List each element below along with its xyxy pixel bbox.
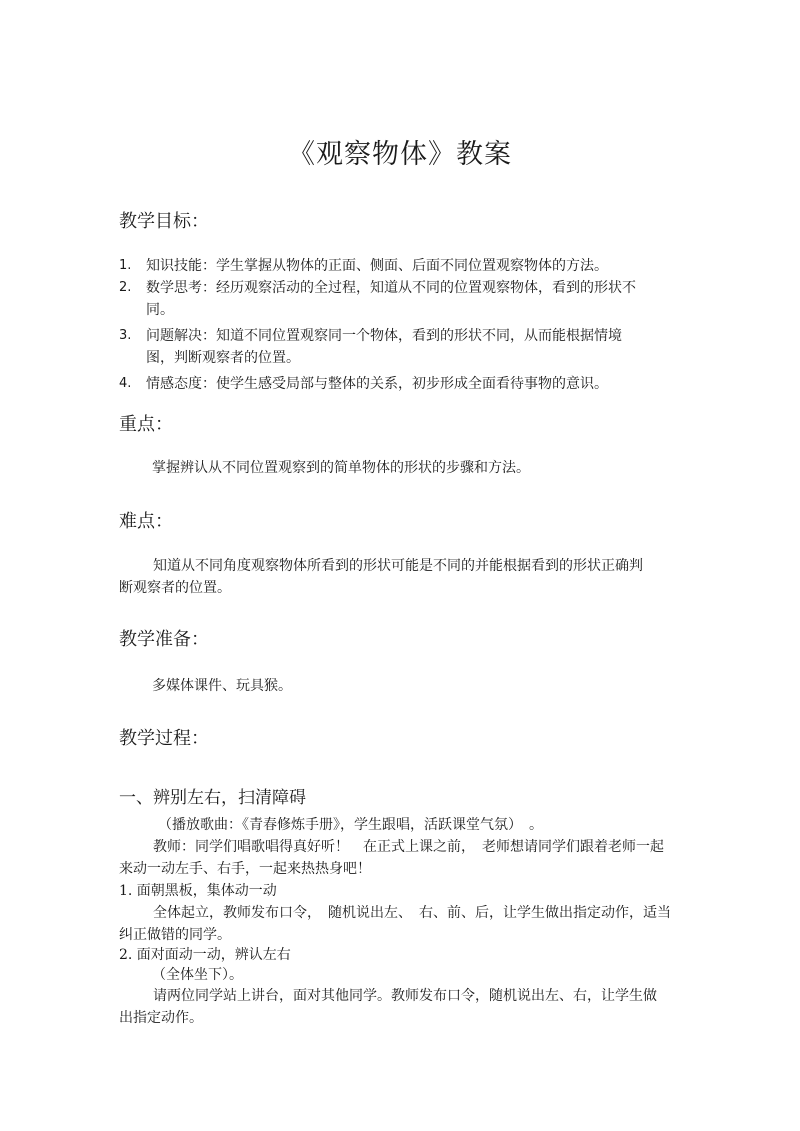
step1-heading: 一、辨别左右，扫清障碍 (119, 788, 306, 808)
process-heading: 教学过程： (119, 728, 209, 749)
goals-list (119, 255, 659, 395)
key-points-heading: 重点： (119, 414, 173, 435)
list-item-text: 数学思考：经历观察活动的全过程，知道从不同的位置观察物体，看到的形状不同。 (146, 280, 636, 318)
sub1-heading: 1. 面朝黑板，集体动一动 (119, 883, 277, 899)
document-title: 《观察物体》教案 (288, 139, 512, 170)
sub2-text: 请两位同学站上讲台，面对其他同学。教师发布口令，随机说出左、右，让学生做出指定动作。 (119, 988, 657, 1026)
list-item-number: 1. (119, 258, 132, 273)
list-item-text: 问题解决：知道不同位置观察同一个物体，看到的形状不同，从而能根据情境图，判断观察者的位置。 (146, 328, 622, 366)
sub2-note: （全体坐下）。 (152, 967, 243, 983)
list-item (119, 277, 659, 321)
list-item-number: 4. (119, 376, 132, 391)
step1-teacher-text: 教师：同学们唱歌唱得真好听！ 在正式上课之前， 老师想请同学们跟着老师一起来动一动左手、右手，一起来热热身吧！ (119, 839, 664, 877)
list-item-number: 2. (119, 280, 132, 295)
prep-text: 多媒体课件、玩具猴。 (152, 678, 292, 694)
prep-heading: 教学准备： (119, 629, 209, 650)
key-points-text: 掌握辨认从不同位置观察到的简单物体的形状的步骤和方法。 (152, 460, 530, 476)
list-item (119, 325, 659, 369)
sub1-text: 全体起立，教师发布口令， 随机说出左、 右、前、后，让学生做出指定动作，适当纠正做错的同学。 (119, 905, 671, 943)
step1-note: （播放歌曲：《青春修炼手册》，学生跟唱，活跃课堂气氛） 。 (158, 817, 543, 833)
list-item (119, 255, 659, 277)
goals-heading: 教学目标： (119, 211, 209, 232)
sub2-heading: 2. 面对面动一动，辨认左右 (119, 947, 291, 963)
list-item-text: 情感态度：使学生感受局部与整体的关系，初步形成全面看待事物的意识。 (146, 376, 608, 392)
difficulty-heading: 难点： (119, 511, 173, 532)
list-item-text: 知识技能：学生掌握从物体的正面、侧面、后面不同位置观察物体的方法。 (146, 258, 608, 274)
difficulty-text: 知道从不同角度观察物体所看到的形状可能是不同的并能根据看到的形状正确判断观察者的位置。 (119, 558, 643, 596)
list-item-number: 3. (119, 328, 132, 343)
list-item (119, 373, 659, 395)
